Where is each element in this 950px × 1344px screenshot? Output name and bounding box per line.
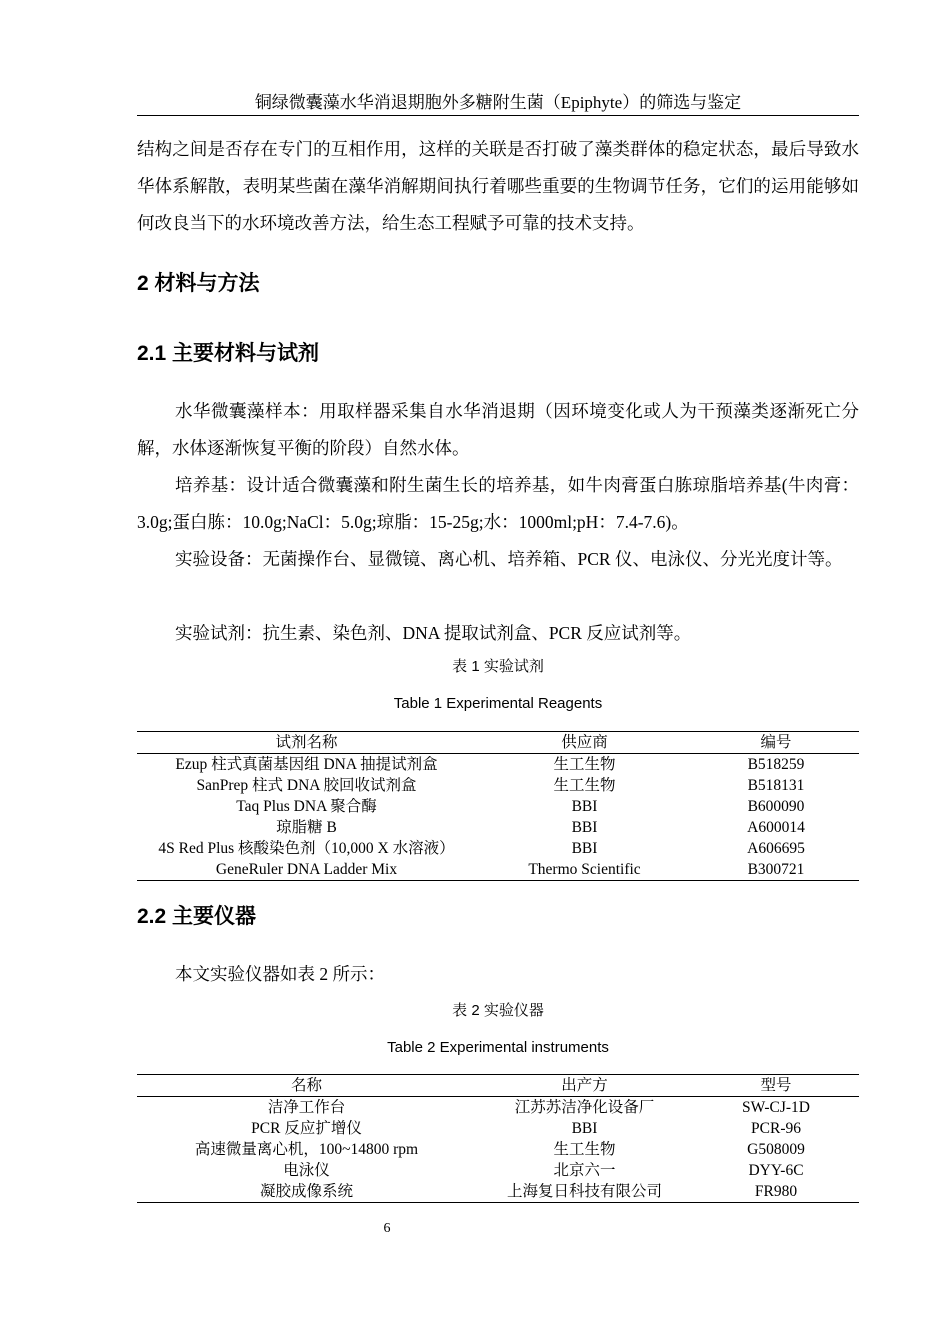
section-heading-2-1: 2.1 主要材料与试剂 [137,342,320,365]
paragraph-reagents: 实验试剂：抗生素、染色剂、DNA 提取试剂盒、PCR 反应试剂等。 [175,623,692,643]
table-cell: 生工生物 [553,756,616,773]
table-cell: 琼脂糖 B [276,819,337,836]
table-cell: SW-CJ-1D [741,1099,811,1116]
paragraph-medium: 培养基：设计适合微囊藻和附生菌生长的培养基，如牛肉膏蛋白胨琼脂培养基(牛肉膏：3.0g;蛋白胨：10.0g;NaCl：5.0g;琼脂：15-25g;水：1000ml;pH：7.4-7.6)。 [137,475,859,532]
header-rule [137,115,859,116]
paragraph-sample: 水华微囊藻样本：用取样器采集自水华消退期（因环境变化或人为干预藻类逐渐死亡分解，水体逐渐恢复平衡的阶段）自然水体。 [137,401,859,458]
table-cell: BBI [571,798,598,815]
table-row [137,1181,859,1203]
table-cell: 生工生物 [553,777,616,794]
table-cell: 凝胶成像系统 [259,1183,353,1200]
table1-caption-en: Table 1 Experimental Reagents [393,695,603,712]
table-cell: 生工生物 [553,1141,616,1158]
table-row [137,796,859,817]
table-cell: 江苏苏洁净化设备厂 [514,1099,655,1116]
table-row [137,859,859,881]
table-cell: Thermo Scientific [528,861,641,878]
column-header: 试剂名称 [275,734,338,751]
table-cell: 电泳仪 [283,1162,330,1179]
table-cell: 高速微量离心机，100~14800 rpm [194,1141,419,1158]
table-row [137,1139,859,1160]
table-cell: G508009 [747,1141,805,1158]
section-heading-2: 2 材料与方法 [137,272,260,295]
table-row [137,754,859,776]
table-header-row [137,732,859,754]
table2-caption-en: Table 2 Experimental instruments [387,1039,609,1056]
table-cell: 上海复日科技有限公司 [506,1183,662,1200]
table-cell: B600090 [747,798,805,815]
table-cell: BBI [571,819,598,836]
column-header: 出产方 [561,1077,608,1094]
table-cell: B518131 [747,777,805,794]
page-number: 6 [383,1221,391,1236]
table-cell: SanPrep 柱式 DNA 胶回收试剂盒 [196,777,417,794]
column-header: 供应商 [561,734,608,751]
paragraph-equipment: 实验设备：无菌操作台、显微镜、离心机、培养箱、PCR 仪、电泳仪、分光光度计等。 [175,549,843,569]
table1-caption-cn: 表 1 实验试剂 [452,658,544,675]
section-heading-2-2: 2.2 主要仪器 [137,905,257,928]
table-cell: DYY-6C [748,1162,804,1179]
table-row [137,817,859,838]
table-cell: A600014 [747,819,805,836]
intro-paragraph: 结构之间是否存在专门的互相作用，这样的关联是否打破了藻类群体的稳定状态，最后导致水华体系解散，表明某些菌在藻华消解期间执行着哪些重要的生物调节任务，它们的运用能够如何改良当下的水环境改善方法，给生态工程赋予可靠的技术支持。 [137,139,859,233]
table-cell: PCR 反应扩增仪 [251,1120,362,1137]
table-row [137,1118,859,1139]
table2-caption-cn: 表 2 实验仪器 [452,1002,544,1019]
table-cell: BBI [571,840,598,857]
table-cell: 北京六一 [553,1162,616,1179]
table-row [137,1160,859,1181]
table-row [137,838,859,859]
table-cell: BBI [571,1120,598,1137]
table-cell: B518259 [747,756,805,773]
column-header: 型号 [760,1077,792,1094]
table-cell: 4S Red Plus 核酸染色剂（10,000 X 水溶液） [158,840,455,857]
table-cell: PCR-96 [751,1120,801,1137]
reagents-table [137,731,859,881]
table-cell: 洁净工作台 [267,1099,346,1116]
table-header-row [137,1075,859,1097]
table-cell: Ezup 柱式真菌基因组 DNA 抽提试剂盒 [175,756,438,773]
paragraph-instruments: 本文实验仪器如表 2 所示： [175,964,385,984]
table-cell: FR980 [754,1183,798,1200]
table-cell: A606695 [747,840,805,857]
table-cell: B300721 [747,861,805,878]
table-cell: Taq Plus DNA 聚合酶 [236,798,377,815]
running-header: 铜绿微囊藻水华消退期胞外多糖附生菌（Epiphyte）的筛选与鉴定 [254,93,742,112]
table-row [137,775,859,796]
column-header: 编号 [760,734,792,751]
instruments-table [137,1074,859,1203]
table-row [137,1097,859,1119]
table-cell: GeneRuler DNA Ladder Mix [215,861,398,878]
column-header: 名称 [290,1077,322,1094]
